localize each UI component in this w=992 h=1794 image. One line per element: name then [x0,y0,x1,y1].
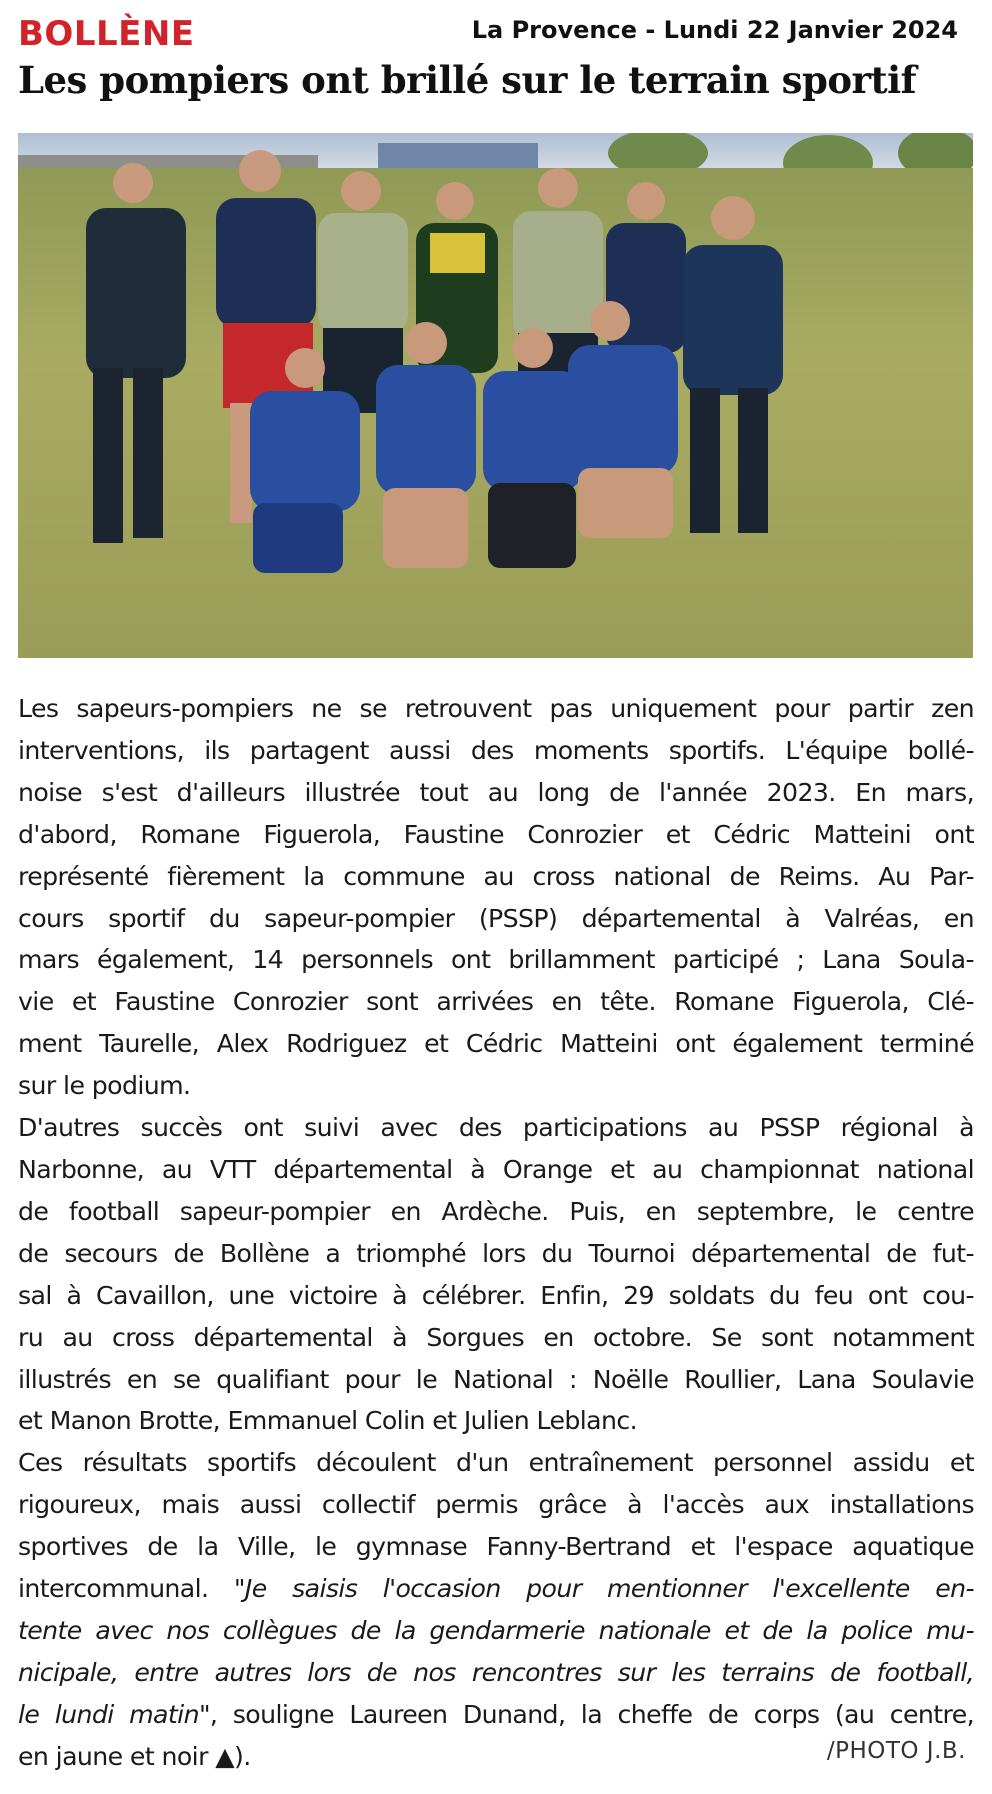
team-photo [18,133,973,658]
article-line: sportives de la Ville, le gymnase Fanny-Bertrand et l'espace aquatique [18,1532,974,1562]
headline: Les pompiers ont brillé sur le terrain sportif [18,58,917,102]
article-line: d'abord, Romane Figuerola, Faustine Conrozier et Cédric Matteini ont [18,819,974,849]
article-line: de football sapeur-pompier en Ardèche. Puis, en septembre, le centre [18,1196,974,1226]
article-text: ", souligne Laureen Dunand, la cheffe de corps (au centre, [198,1699,974,1729]
photo-credit: /PHOTO J.B. [826,1738,966,1764]
section-tag: BOLLÈNE [18,14,195,54]
quote-text: Je saisis l'occasion pour mentionner l'excellente en- [244,1574,974,1604]
article-line [18,1568,974,1610]
article-text: intercommunal. " [18,1574,245,1604]
article-line [18,1652,974,1694]
article-line: et Manon Brotte, Emmanuel Colin et Julien Leblanc. [18,1406,638,1436]
article-line: illustrés en se qualifiant pour le National : Noëlle Roullier, Lana Soulavie [18,1364,974,1394]
source-line: La Provence - Lundi 22 Janvier 2024 [471,16,958,44]
article-line: rigoureux, mais aussi collectif permis grâce à l'accès aux installations [18,1490,974,1520]
article-line: Les sapeurs-pompiers ne se retrouvent pas uniquement pour partir zen [18,694,974,723]
quote-text: nicipale, entre autres lors de nos rencontres sur les terrains de football, [18,1657,974,1687]
article-line: cours sportif du sapeur-pompier (PSSP) départemental à Valréas, en [18,903,974,933]
article-line: sur le podium. [18,1071,191,1101]
article-line [18,1694,974,1736]
quote-text: le lundi matin [18,1699,199,1729]
article-line: D'autres succès ont suivi avec des participations au PSSP régional à [18,1113,974,1143]
article-line: en jaune et noir ▲). [18,1741,251,1771]
article-line: ru au cross départemental à Sorgues en octobre. Se sont notamment [18,1322,974,1352]
article-line: Ces résultats sportifs découlent d'un entraînement personnel assidu et [18,1448,974,1478]
article-line [18,1610,974,1652]
article-body [18,688,974,1778]
article-line: Narbonne, au VTT départemental à Orange et au championnat national [18,1154,974,1184]
quote-text: tente avec nos collègues de la gendarmerie nationale et de la police mu- [18,1615,974,1645]
article-line: vie et Faustine Conrozier sont arrivées en tête. Romane Figuerola, Clé- [18,987,974,1017]
article-line: ment Taurelle, Alex Rodriguez et Cédric Matteini ont également terminé [18,1029,974,1059]
article-line: noise s'est d'ailleurs illustrée tout au long de l'année 2023. En mars, [18,777,974,807]
article-line: sal à Cavaillon, une victoire à célébrer. Enfin, 29 soldats du feu ont cou- [18,1280,974,1310]
article-line: représenté fièrement la commune au cross national de Reims. Au Par- [18,861,974,891]
article-line: mars également, 14 personnels ont brillamment participé ; Lana Soula- [18,945,974,975]
article-line: de secours de Bollène a triomphé lors du Tournoi départemental de fut- [18,1238,974,1268]
article-line: interventions, ils partagent aussi des moments sportifs. L'équipe bollé- [18,735,974,765]
